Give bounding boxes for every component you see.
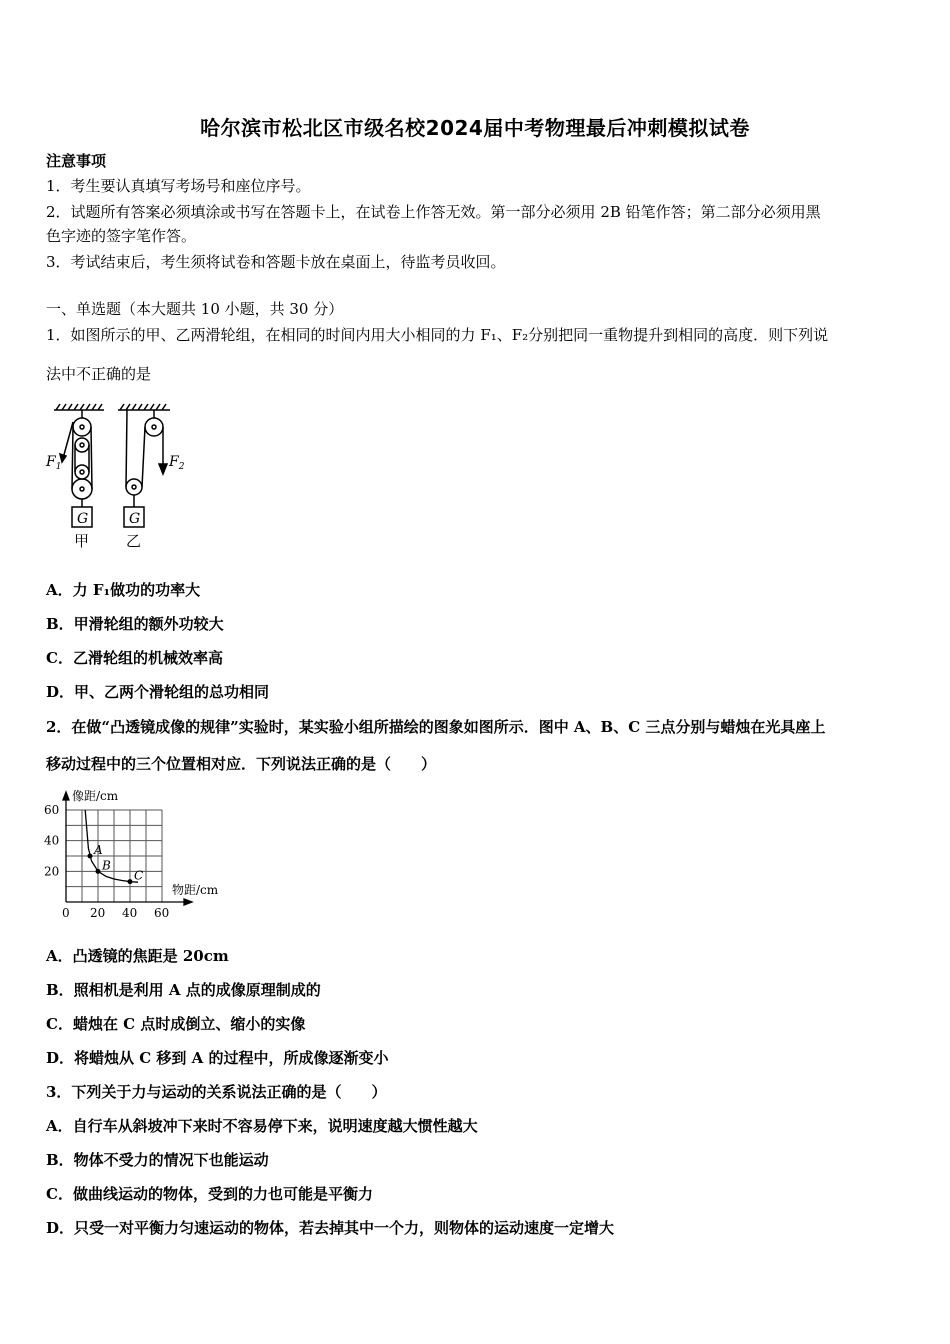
section-heading: 一、单选题（本大题共 10 小题，共 30 分） [46,300,344,318]
figure-label-jia: 甲 [74,532,90,550]
weight-label-left: G [77,511,89,527]
option-b: B．物体不受力的情况下也能运动 [46,1151,269,1169]
notice-item: 3．考试结束后，考生须将试卷和答题卡放在桌面上，待监考员收回。 [46,253,506,271]
force-label-f1: $F_1$ [46,454,62,472]
chart-point-label: C [134,868,144,883]
notice-item: 1．考生要认真填写考场号和座位序号。 [46,177,311,195]
option-d: D．将蜡烛从 C 移到 A 的过程中，所成像逐渐变小 [46,1049,389,1067]
chart-x-arrow [184,899,192,905]
lens-image-chart [40,784,240,924]
weight-label-right: G [129,511,141,527]
chart-y-arrow [63,792,69,800]
chart-point-c [128,879,133,884]
option-a: A．凸透镜的焦距是 20cm [46,947,229,965]
chart-x-tick-label: 40 [122,906,138,920]
option-d: D．只受一对平衡力匀速运动的物体，若去掉其中一个力，则物体的运动速度一定增大 [46,1219,615,1237]
pulley-set-jia [60,410,92,527]
notice-item: 色字迹的签字笔作答。 [46,227,197,245]
pulley-figure [40,400,200,550]
option-a: A．力 F₁做功的功率大 [46,581,201,599]
question-3-stem: 3．下列关于力与运动的关系说法正确的是（ ） [46,1083,387,1101]
chart-y-tick-label: 20 [44,864,60,879]
chart-y-tick-label: 60 [44,803,60,817]
chart-grid [66,810,162,902]
exam-title: 哈尔滨市松北区市级名校2024届中考物理最后冲刺模拟试卷 [200,116,750,140]
option-c: C．做曲线运动的物体，受到的力也可能是平衡力 [46,1185,373,1203]
option-d: D．甲、乙两个滑轮组的总功相同 [46,683,270,701]
chart-point-a [88,854,93,859]
chart-ylabel: 像距/cm [72,789,119,803]
chart-point-label: A [94,843,103,857]
question-2-stem: 2．在做“凸透镜成像的规律”实验时，某实验小组所描绘的图象如图所示．图中 A、B、C 三点分别与蜡烛在光具座上 [46,718,826,736]
ceiling-left [54,404,104,410]
chart-y-tick-label: 40 [44,833,60,848]
figure-label-yi: 乙 [126,532,142,550]
chart-x-tick-label: 60 [154,906,170,920]
notice-heading: 注意事项 [46,152,107,170]
option-a: A．自行车从斜坡冲下来时不容易停下来，说明速度越大惯性越大 [46,1117,478,1135]
force-label-f2: $F_2$ [169,454,185,472]
question-1-stem-cont: 法中不正确的是 [46,365,152,383]
option-c: C．蜡烛在 C 点时成倒立、缩小的实像 [46,1015,306,1033]
ceiling-right [118,404,170,410]
option-c: C．乙滑轮组的机械效率高 [46,649,223,667]
chart-x-tick-label: 0 [62,906,70,920]
chart-x-tick-label: 20 [90,906,106,920]
chart-point-b [96,869,101,874]
chart-point-label: B [102,858,111,873]
pulley-set-yi [124,410,167,527]
option-b: B．照相机是利用 A 点的成像原理制成的 [46,981,321,999]
question-2-stem-cont: 移动过程中的三个位置相对应．下列说法正确的是（ ） [46,755,437,773]
question-1-stem: 1．如图所示的甲、乙两滑轮组，在相同的时间内用大小相同的力 F₁、F₂分别把同一重物提升到相同的高度．则下列说 [46,326,829,344]
notice-item: 2．试题所有答案必须填涂或书写在答题卡上，在试卷上作答无效。第一部分必须用 2B 铅笔作答；第二部分必须用黑 [46,203,821,221]
chart-xlabel: 物距/cm [172,883,219,897]
option-b: B．甲滑轮组的额外功较大 [46,615,224,633]
